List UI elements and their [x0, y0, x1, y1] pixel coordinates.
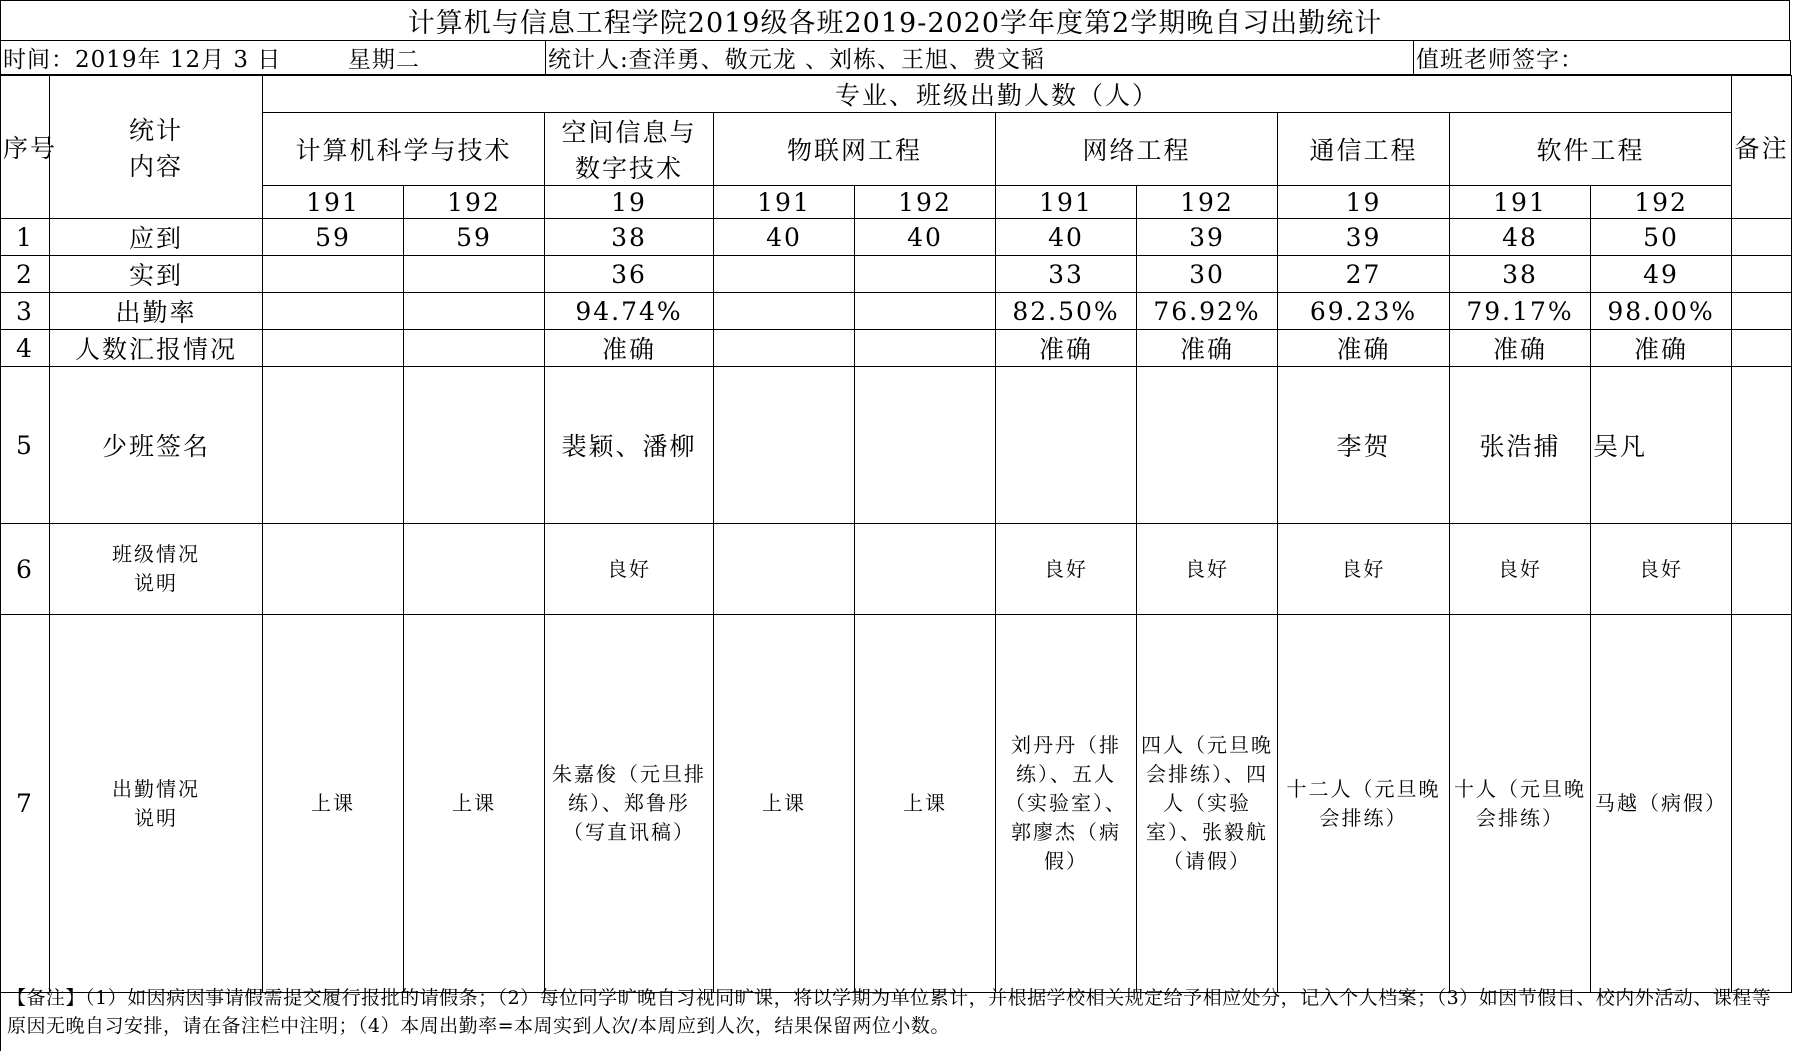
- row-label: 实到: [50, 256, 263, 293]
- data-cell: [404, 330, 545, 367]
- data-cell: 76.92%: [1137, 293, 1278, 330]
- data-cell: 十人（元旦晚会排练）: [1450, 615, 1591, 993]
- data-cell: 良好: [1137, 524, 1278, 615]
- class-header: 19: [1278, 186, 1450, 219]
- data-cell: 36: [545, 256, 714, 293]
- row-label: 少班签名: [50, 367, 263, 524]
- data-cell: 四人（元旦晚会排练）、四人（实验室）、张毅航（请假）: [1137, 615, 1278, 993]
- data-cell: 准确: [545, 330, 714, 367]
- class-header: 192: [1591, 186, 1732, 219]
- data-cell: 上课: [855, 615, 996, 993]
- date-cell: [1, 41, 546, 75]
- stat-people: 统计人:查洋勇、敬元龙 、刘栋、王旭、费文韬: [548, 47, 1046, 73]
- data-cell: [855, 367, 996, 524]
- data-cell: 27: [1278, 256, 1450, 293]
- major-header: 软件工程: [1450, 113, 1732, 186]
- remark-cell: [1732, 524, 1792, 615]
- data-cell: [404, 293, 545, 330]
- remark-cell: [1732, 330, 1792, 367]
- data-cell: 39: [1278, 219, 1450, 256]
- data-cell: [263, 330, 404, 367]
- table-row: [1, 256, 1792, 293]
- table-row: [1, 330, 1792, 367]
- data-cell: [1137, 367, 1278, 524]
- major-header: 计算机科学与技术: [263, 113, 545, 186]
- group-header: 专业、班级出勤人数（人）: [263, 76, 1732, 113]
- data-cell: [404, 256, 545, 293]
- data-cell: [263, 293, 404, 330]
- remark-cell: [1732, 615, 1792, 993]
- row-seq: 4: [1, 330, 50, 367]
- data-cell: 30: [1137, 256, 1278, 293]
- data-cell: 良好: [545, 524, 714, 615]
- data-cell: 49: [1591, 256, 1732, 293]
- remark-cell: [1732, 367, 1792, 524]
- table-row: [1, 615, 1792, 993]
- data-cell: 39: [1137, 219, 1278, 256]
- signature-cell: [1414, 41, 1791, 75]
- stat-people-cell: [546, 41, 1414, 75]
- data-cell: 准确: [1278, 330, 1450, 367]
- data-cell: 准确: [996, 330, 1137, 367]
- row-label: 班级情况 说明: [50, 524, 263, 615]
- row-seq: 1: [1, 219, 50, 256]
- content-header: 统计 内容: [50, 76, 263, 219]
- remark-cell: [1732, 293, 1792, 330]
- data-cell: 准确: [1137, 330, 1278, 367]
- row-seq: 2: [1, 256, 50, 293]
- row-label: 应到: [50, 219, 263, 256]
- data-cell: 79.17%: [1450, 293, 1591, 330]
- data-cell: [855, 293, 996, 330]
- data-cell: 上课: [404, 615, 545, 993]
- class-header: 192: [855, 186, 996, 219]
- data-cell: [714, 293, 855, 330]
- data-cell: [263, 256, 404, 293]
- data-cell: 上课: [714, 615, 855, 993]
- data-cell: 良好: [1450, 524, 1591, 615]
- signature-label: 值班老师签字：: [1416, 47, 1584, 73]
- remark-cell: [1732, 219, 1792, 256]
- class-header: 191: [996, 186, 1137, 219]
- data-cell: 59: [404, 219, 545, 256]
- data-cell: [855, 524, 996, 615]
- data-cell: 40: [855, 219, 996, 256]
- attendance-table: [0, 75, 1792, 993]
- major-header: 通信工程: [1278, 113, 1450, 186]
- data-cell: 69.23%: [1278, 293, 1450, 330]
- row-seq: 6: [1, 524, 50, 615]
- data-cell: 82.50%: [996, 293, 1137, 330]
- data-cell: 良好: [1591, 524, 1732, 615]
- data-cell: 50: [1591, 219, 1732, 256]
- data-cell: 40: [714, 219, 855, 256]
- data-cell: 48: [1450, 219, 1591, 256]
- table-row: [1, 367, 1792, 524]
- data-cell: [855, 330, 996, 367]
- data-cell: 良好: [1278, 524, 1450, 615]
- class-header: 191: [714, 186, 855, 219]
- data-cell: [404, 367, 545, 524]
- data-cell: [714, 524, 855, 615]
- data-cell: 良好: [996, 524, 1137, 615]
- remark-cell: [1732, 256, 1792, 293]
- data-cell: [714, 367, 855, 524]
- row-seq: 3: [1, 293, 50, 330]
- class-header: 192: [1137, 186, 1278, 219]
- data-cell: 吴凡: [1591, 367, 1732, 524]
- row-label: 人数汇报情况: [50, 330, 263, 367]
- remark-header: 备注: [1732, 76, 1792, 219]
- table-row: [1, 524, 1792, 615]
- seq-header: 序号: [1, 76, 50, 219]
- data-cell: 59: [263, 219, 404, 256]
- data-cell: 裴颖、潘柳: [545, 367, 714, 524]
- sheet-title: 计算机与信息工程学院2019级各班2019-2020学年度第2学期晚自习出勤统计: [1, 1, 1790, 41]
- data-cell: 张浩捕: [1450, 367, 1591, 524]
- data-cell: [263, 524, 404, 615]
- major-header: 物联网工程: [714, 113, 996, 186]
- data-cell: 准确: [1591, 330, 1732, 367]
- data-cell: [714, 330, 855, 367]
- data-cell: 准确: [1450, 330, 1591, 367]
- data-cell: [855, 256, 996, 293]
- major-header: 空间信息与 数字技术: [545, 113, 714, 186]
- weekday-value: 星期二: [347, 47, 420, 73]
- data-cell: [996, 367, 1137, 524]
- data-cell: 33: [996, 256, 1137, 293]
- data-cell: 马越（病假）: [1591, 615, 1732, 993]
- row-label: 出勤情况 说明: [50, 615, 263, 993]
- date-value: 2019年 12月 3 日: [75, 47, 282, 73]
- row-seq: 5: [1, 367, 50, 524]
- data-cell: [263, 367, 404, 524]
- data-cell: [404, 524, 545, 615]
- data-cell: [714, 256, 855, 293]
- class-header: 19: [545, 186, 714, 219]
- data-cell: 上课: [263, 615, 404, 993]
- info-row: [0, 40, 1791, 75]
- class-header: 191: [1450, 186, 1591, 219]
- data-cell: 刘丹丹（排练）、五人（实验室）、郭廖杰（病假）: [996, 615, 1137, 993]
- class-header: 191: [263, 186, 404, 219]
- data-cell: 38: [545, 219, 714, 256]
- row-seq: 7: [1, 615, 50, 993]
- footnote: 【备注】（1）如因病因事请假需提交履行报批的请假条；（2）每位同学旷晚自习视同旷课，将以学期为单位累计，并根据学校相关规定给予相应处分，记入个人档案；（3）如因节假日、校内外活动、课程等原因无晚自习安排，请在备注栏中注明；（4）本周出勤率=本周实到人次/本周应到人次，结果保留两位小数。: [0, 974, 1790, 1051]
- data-cell: 李贺: [1278, 367, 1450, 524]
- data-cell: 98.00%: [1591, 293, 1732, 330]
- row-label: 出勤率: [50, 293, 263, 330]
- data-cell: 朱嘉俊（元旦排练）、郑鲁彤（写直讯稿）: [545, 615, 714, 993]
- table-row: [1, 293, 1792, 330]
- data-cell: 94.74%: [545, 293, 714, 330]
- class-header: 192: [404, 186, 545, 219]
- major-header: 网络工程: [996, 113, 1278, 186]
- time-label: 时间：: [3, 47, 75, 73]
- title-table: [0, 0, 1790, 40]
- data-cell: 十二人（元旦晚会排练）: [1278, 615, 1450, 993]
- data-cell: 38: [1450, 256, 1591, 293]
- data-cell: 40: [996, 219, 1137, 256]
- table-row: [1, 219, 1792, 256]
